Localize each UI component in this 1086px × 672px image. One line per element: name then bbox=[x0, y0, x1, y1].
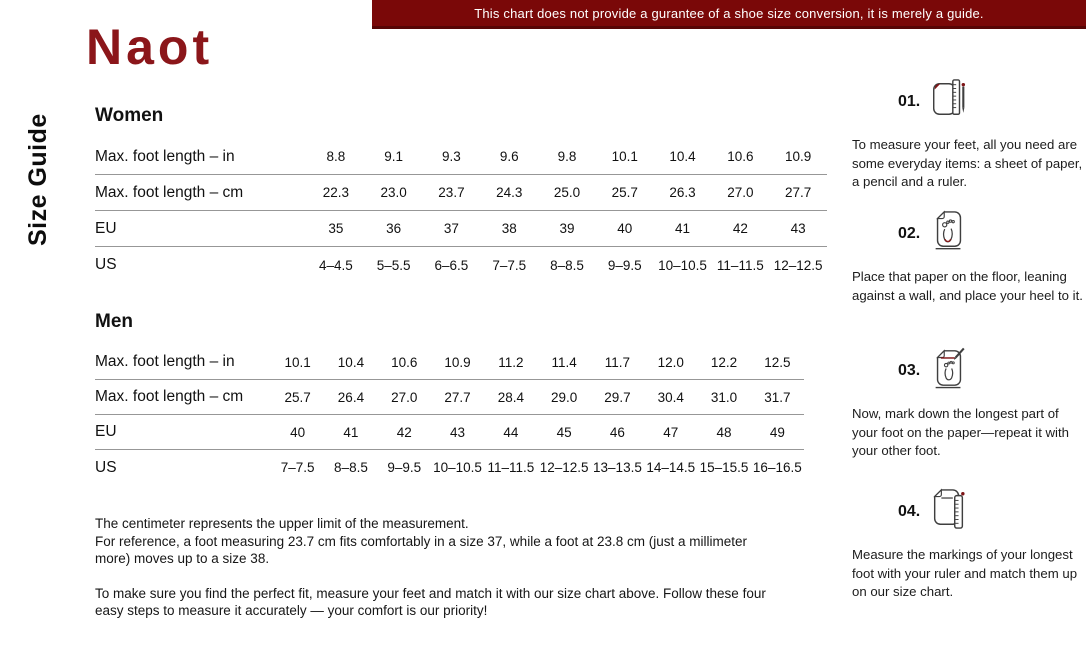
table-cell: 22.3 bbox=[322, 185, 350, 200]
table-cell: 5–5.5 bbox=[376, 257, 411, 273]
men-section bbox=[95, 309, 835, 485]
footer-notes bbox=[95, 515, 783, 620]
paper-ruler-pencil-icon bbox=[928, 76, 970, 127]
step-03-head bbox=[898, 345, 1084, 396]
table-cell: 25.0 bbox=[553, 185, 581, 200]
table-cell: 27.7 bbox=[444, 389, 471, 405]
row-label: Max. foot length – in bbox=[95, 147, 235, 165]
table-row bbox=[95, 345, 804, 380]
table-cell: 12.5 bbox=[764, 354, 791, 370]
table-cell: 11.7 bbox=[604, 354, 631, 370]
table-cell: 7–7.5 bbox=[492, 257, 527, 273]
step-02 bbox=[852, 208, 1084, 305]
table-cell: 14–14.5 bbox=[646, 460, 696, 475]
table-row bbox=[95, 139, 827, 175]
step-03-number: 03. bbox=[898, 361, 921, 379]
row-label: EU bbox=[95, 219, 117, 237]
table-cell: 42 bbox=[396, 424, 412, 440]
table-cell: 9–9.5 bbox=[387, 460, 422, 475]
table-cell: 9–9.5 bbox=[607, 257, 642, 273]
table-cell: 15–15.5 bbox=[699, 460, 749, 475]
paper-footprint-pencil-icon bbox=[928, 345, 970, 396]
women-size-table bbox=[95, 139, 827, 283]
table-cell: 26.3 bbox=[669, 185, 696, 200]
table-cell: 45 bbox=[556, 424, 572, 440]
table-cell: 37 bbox=[443, 221, 459, 236]
step-01 bbox=[852, 76, 1084, 192]
table-cell: 10.9 bbox=[444, 354, 471, 370]
table-cell: 25.7 bbox=[611, 185, 638, 200]
table-cell: 12.2 bbox=[710, 354, 738, 370]
table-cell: 46 bbox=[609, 424, 625, 440]
table-cell: 10.4 bbox=[337, 354, 365, 370]
table-cell: 6–6.5 bbox=[434, 257, 469, 273]
table-cell: 23.0 bbox=[380, 185, 407, 200]
table-cell: 9.6 bbox=[499, 149, 519, 164]
table-cell: 41 bbox=[675, 221, 691, 236]
men-heading: Men bbox=[95, 311, 133, 332]
table-cell: 8–8.5 bbox=[334, 460, 368, 475]
row-label: Max. foot length – cm bbox=[95, 183, 244, 201]
table-cell: 11.4 bbox=[551, 354, 577, 370]
paper-ruler-icon bbox=[928, 486, 970, 537]
step-04-number: 04. bbox=[898, 502, 921, 520]
table-cell: 9.3 bbox=[442, 149, 461, 164]
size-tables-area bbox=[95, 103, 835, 620]
step-04-text: Measure the markings of your longest foot with your ruler and match them up on our size chart. bbox=[852, 547, 1078, 599]
table-cell: 10.9 bbox=[784, 149, 812, 164]
row-label: US bbox=[95, 458, 117, 476]
table-row bbox=[95, 211, 827, 247]
note-paragraph-1 bbox=[95, 515, 783, 568]
table-cell: 10–10.5 bbox=[658, 257, 707, 273]
table-cell: 12.0 bbox=[657, 354, 684, 370]
naot-logo: Naot bbox=[86, 19, 214, 75]
table-cell: 10.1 bbox=[284, 354, 311, 370]
step-02-text: Place that paper on the floor, leaning against a wall, and place your heel to it. bbox=[852, 269, 1083, 303]
table-cell: 11–11.5 bbox=[716, 257, 764, 273]
table-cell: 10.1 bbox=[611, 149, 638, 164]
table-cell: 27.7 bbox=[784, 185, 812, 200]
disclaimer-banner bbox=[372, 0, 1086, 29]
row-label: US bbox=[95, 256, 117, 273]
table-cell: 35 bbox=[328, 221, 344, 236]
row-label: Max. foot length – in bbox=[95, 353, 235, 370]
table-cell: 23.7 bbox=[438, 185, 465, 200]
table-cell: 30.4 bbox=[657, 389, 684, 405]
step-02-number: 02. bbox=[898, 224, 921, 242]
table-cell: 29.7 bbox=[604, 389, 631, 405]
step-03-text: Now, mark down the longest part of your foot on the paper—repeat it with your other foot. bbox=[852, 406, 1069, 458]
table-cell: 4–4.5 bbox=[318, 257, 353, 273]
table-cell: 8.8 bbox=[326, 149, 346, 164]
table-cell: 44 bbox=[503, 424, 519, 440]
table-cell: 25.7 bbox=[284, 389, 311, 405]
table-cell: 29.0 bbox=[551, 389, 578, 405]
table-cell: 39 bbox=[559, 221, 575, 236]
table-cell: 31.0 bbox=[710, 389, 738, 405]
step-03 bbox=[852, 345, 1084, 461]
table-row bbox=[95, 415, 804, 450]
step-04-head bbox=[898, 486, 1084, 537]
table-cell: 12–12.5 bbox=[539, 460, 589, 475]
table-cell: 24.3 bbox=[496, 185, 523, 200]
table-cell: 31.7 bbox=[764, 389, 791, 405]
women-section bbox=[95, 103, 835, 283]
table-cell: 41 bbox=[343, 424, 359, 440]
table-cell: 8–8.5 bbox=[550, 257, 584, 273]
table-row bbox=[95, 450, 804, 485]
table-cell: 13–13.5 bbox=[593, 460, 642, 475]
step-04 bbox=[852, 486, 1084, 602]
step-01-number: 01. bbox=[898, 92, 921, 110]
paper-footprint-icon bbox=[928, 208, 970, 259]
table-cell: 26.4 bbox=[337, 389, 365, 405]
size-guide-vertical-label: Size Guide bbox=[24, 113, 52, 246]
table-cell: 12–12.5 bbox=[773, 257, 823, 273]
table-cell: 10–10.5 bbox=[433, 460, 482, 475]
step-02-head bbox=[898, 208, 1084, 259]
table-row bbox=[95, 247, 827, 283]
table-cell: 27.0 bbox=[391, 389, 418, 405]
table-cell: 38 bbox=[501, 221, 517, 236]
row-label: EU bbox=[95, 423, 117, 440]
table-cell: 28.4 bbox=[497, 389, 524, 405]
table-cell: 43 bbox=[790, 221, 806, 236]
step-01-text: To measure your feet, all you need are some everyday items: a sheet of paper, a pencil and a ruler. bbox=[852, 137, 1083, 189]
table-cell: 7–7.5 bbox=[280, 460, 315, 475]
table-cell: 40 bbox=[617, 221, 633, 236]
table-cell: 47 bbox=[663, 424, 679, 440]
row-label: Max. foot length – cm bbox=[95, 388, 244, 405]
note-line-1: The centimeter represents the upper limit of the measurement. bbox=[95, 516, 469, 531]
women-heading: Women bbox=[95, 105, 164, 126]
table-cell: 42 bbox=[732, 221, 748, 236]
note-line-2: For reference, a foot measuring 23.7 cm fits comfortably in a size 37, while a foot at 23.8 cm (just a millimeter more) moves up to a size 38. bbox=[95, 533, 748, 566]
table-row bbox=[95, 175, 827, 211]
table-cell: 40 bbox=[290, 424, 306, 440]
table-cell: 10.6 bbox=[391, 354, 418, 370]
table-cell: 9.8 bbox=[557, 149, 577, 164]
table-cell: 11–11.5 bbox=[487, 460, 535, 475]
step-01-head bbox=[898, 76, 1084, 127]
table-cell: 16–16.5 bbox=[752, 460, 802, 475]
table-cell: 27.0 bbox=[727, 185, 754, 200]
table-cell: 11.2 bbox=[498, 354, 524, 370]
table-cell: 9.1 bbox=[384, 149, 404, 164]
table-cell: 48 bbox=[716, 424, 732, 440]
table-cell: 36 bbox=[386, 221, 402, 236]
table-cell: 10.4 bbox=[669, 149, 696, 164]
table-cell: 10.6 bbox=[727, 149, 754, 164]
men-size-table bbox=[95, 345, 804, 485]
table-cell: 49 bbox=[769, 424, 785, 440]
note-paragraph-2: To make sure you find the perfect fit, measure your feet and match it with our size chart above. Follow these four easy steps to measure it accurately — your comfort is our priority! bbox=[95, 585, 766, 618]
table-cell: 43 bbox=[450, 424, 466, 440]
disclaimer-text: This chart does not provide a gurantee of a shoe size conversion, it is merely a guide. bbox=[474, 5, 984, 21]
table-row bbox=[95, 380, 804, 415]
